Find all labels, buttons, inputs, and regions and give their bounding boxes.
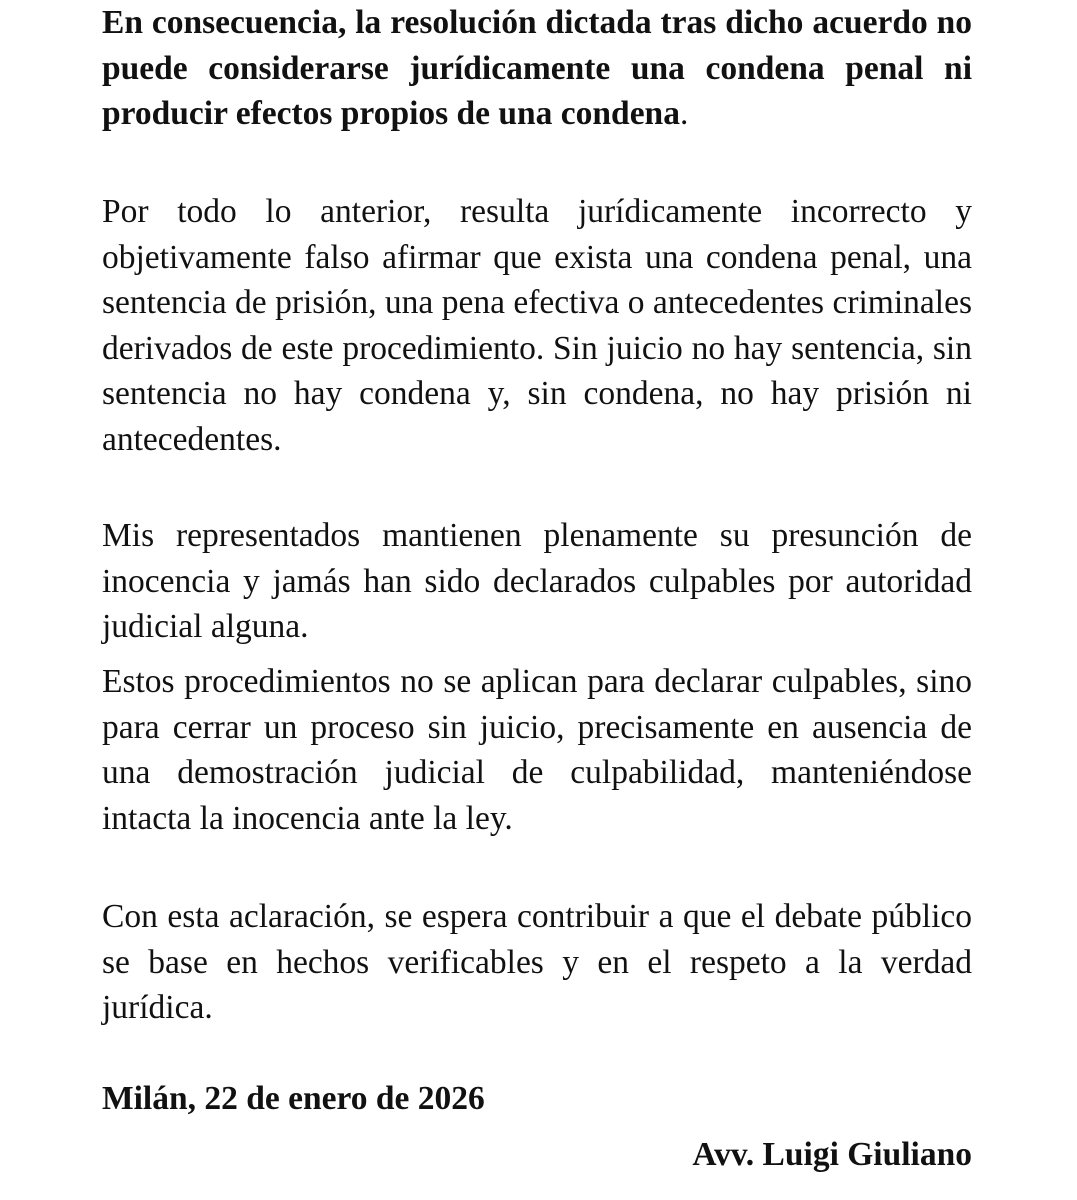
signature-name: Avv. Luigi Giuliano: [692, 1136, 972, 1173]
paragraph-conclusion: [102, 0, 972, 137]
paragraph-conclusion-tail: .: [679, 95, 689, 132]
paragraph-presumption-innocence: Mis representados mantienen plenamente su presunción de inocencia y jamás han sido declarados culpables por autoridad judicial alguna.: [102, 517, 972, 645]
paragraph-no-conviction: Por todo lo anterior, resulta jurídicamente incorrecto y objetivamente falso afirmar que exista una condena penal, una sentencia de prisión, una pena efectiva o antecedentes criminales derivados de este procedimiento. Sin juicio no hay sentencia, sin sentencia no hay condena y, sin condena, no hay prisión ni antecedentes.: [102, 193, 972, 458]
paragraph-clarification: Con esta aclaración, se espera contribuir a que el debate público se base en hechos verificables y en el respeto a la verdad jurídica.: [102, 898, 972, 1026]
place-date: Milán, 22 de enero de 2026: [102, 1080, 485, 1117]
document-page: [102, 0, 972, 1200]
paragraph-conclusion-bold: En consecuencia, la resolución dictada tras dicho acuerdo no puede considerarse jurídicamente una condena penal ni producir efectos propios de una condena: [102, 4, 972, 132]
paragraph-procedures: Estos procedimientos no se aplican para declarar culpables, sino para cerrar un proceso sin juicio, precisamente en ausencia de una demostración judicial de culpabilidad, manteniéndose intacta la inocencia ante la ley.: [102, 663, 972, 837]
